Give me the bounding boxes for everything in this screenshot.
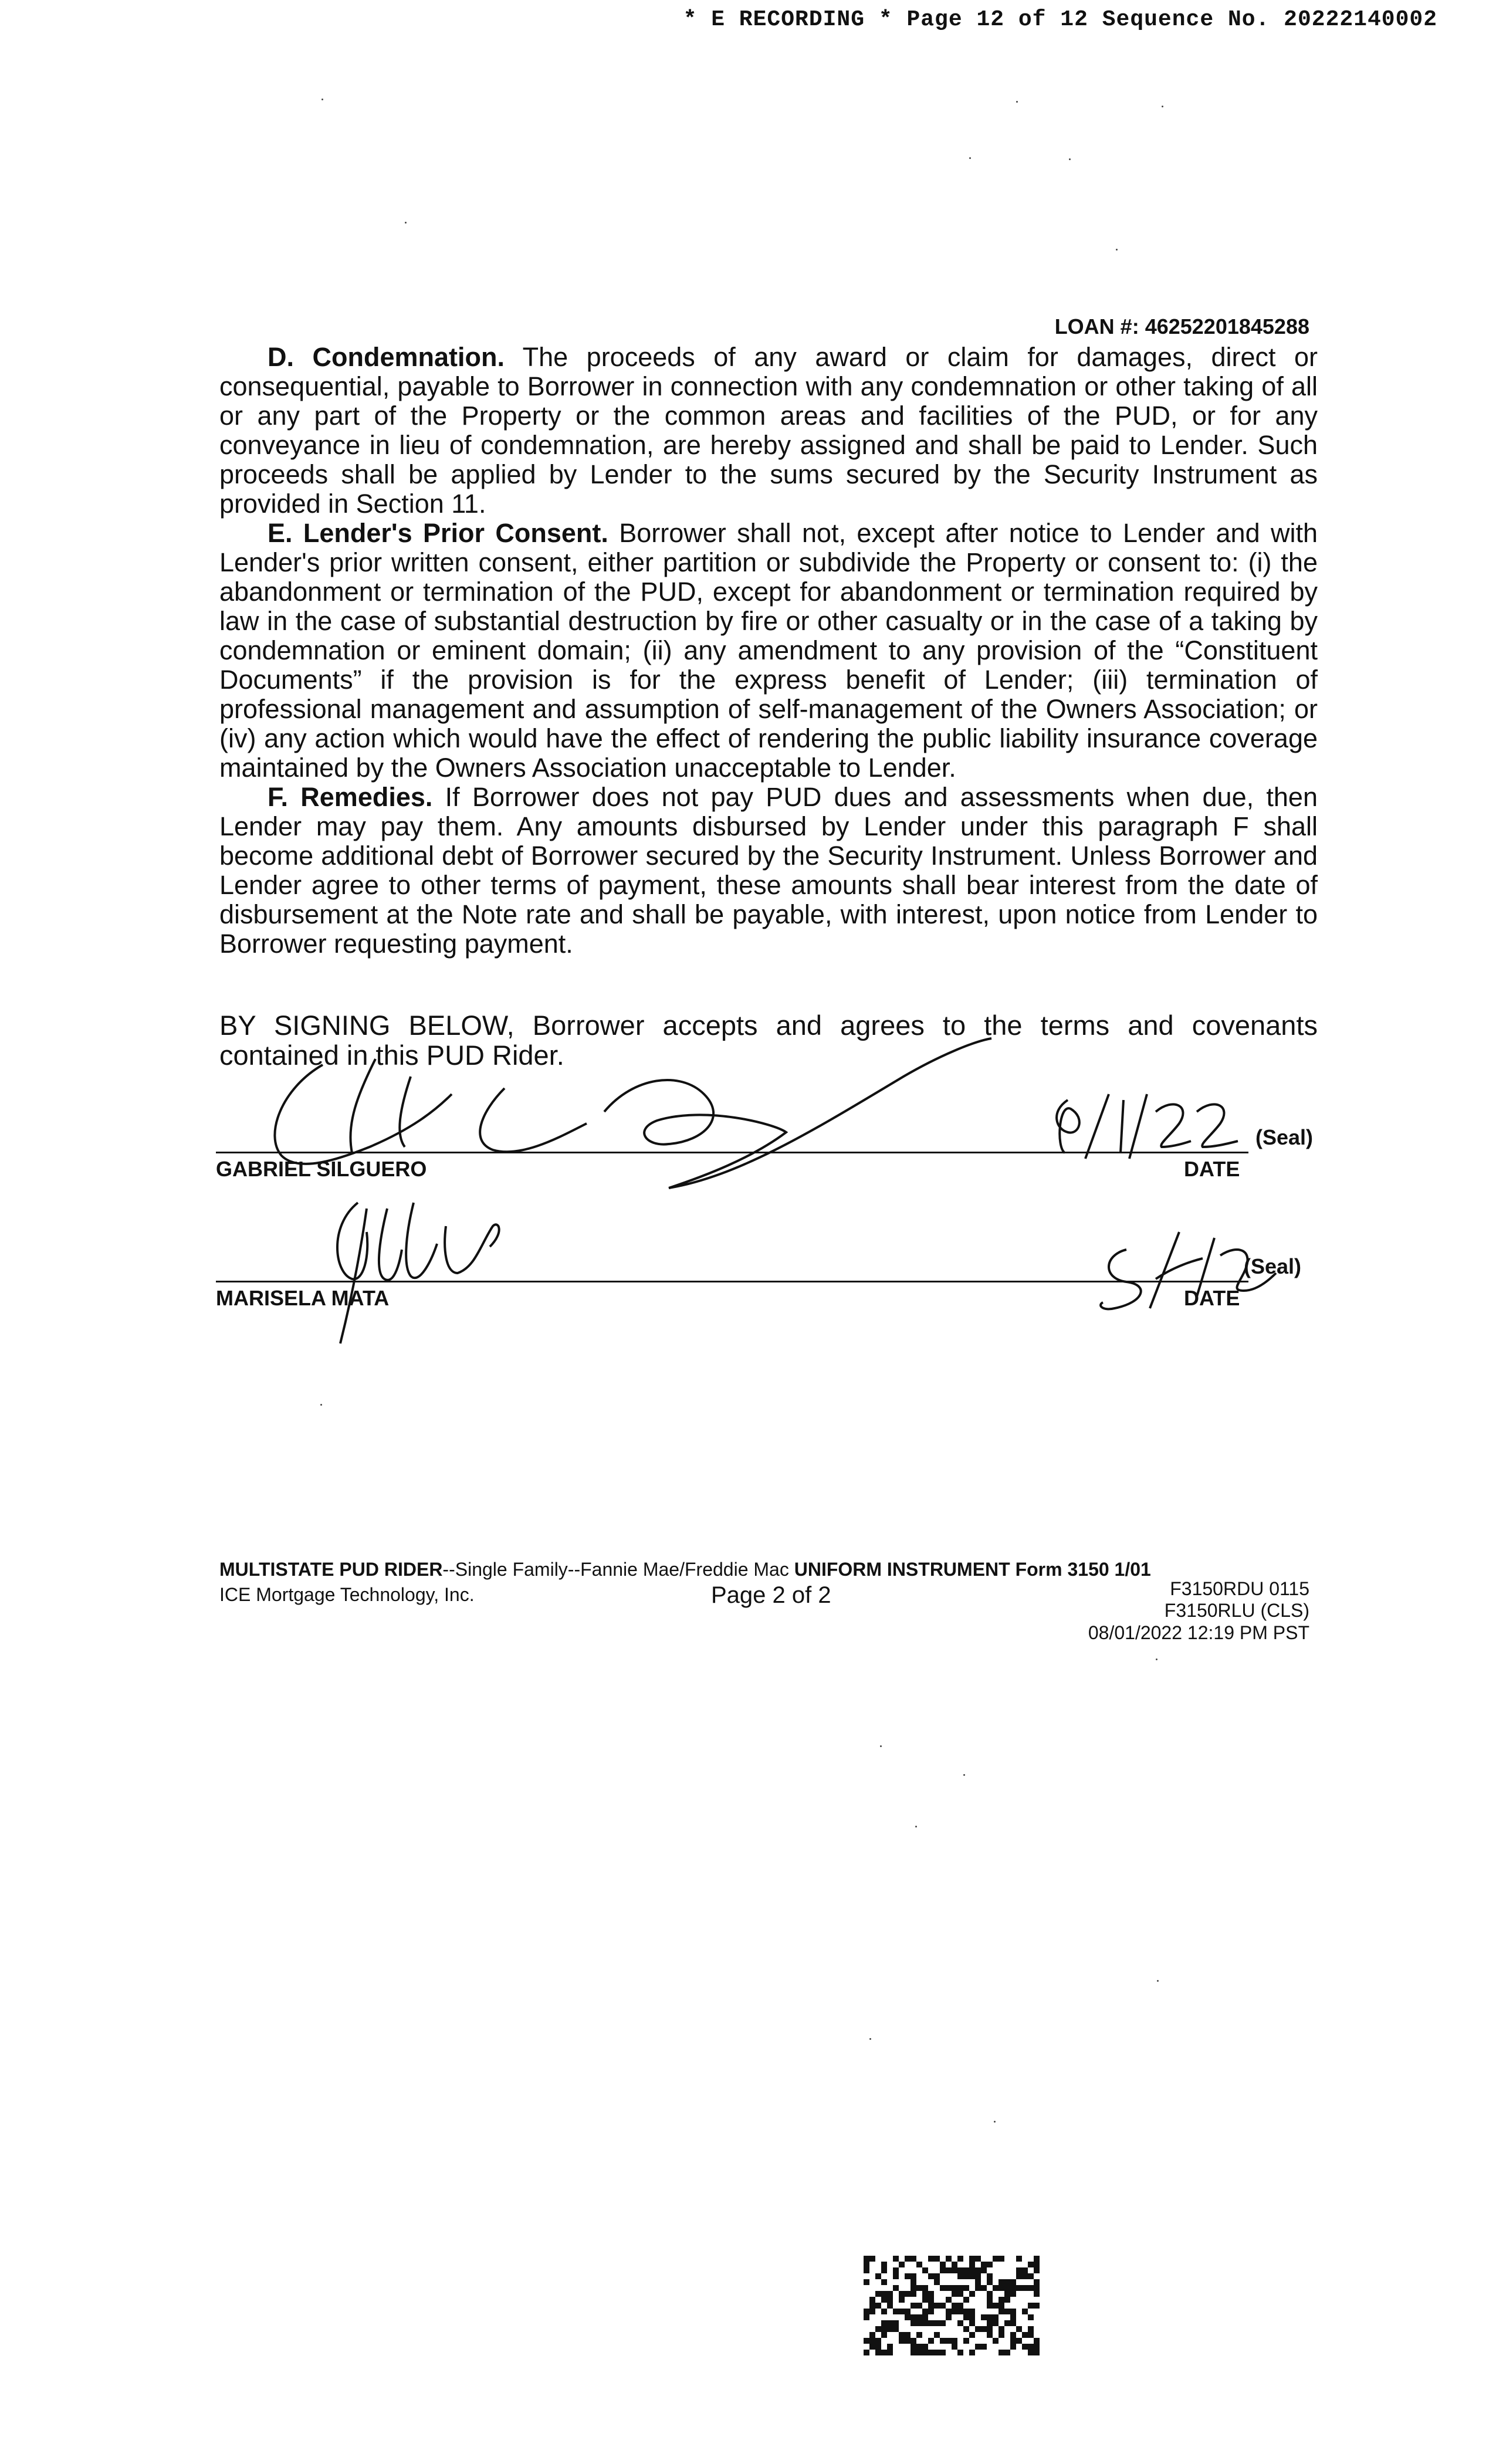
barcode-module [957, 2303, 963, 2309]
barcode-module [987, 2332, 993, 2338]
barcode-module [999, 2332, 1004, 2338]
barcode-module [922, 2344, 928, 2350]
barcode-module [869, 2303, 875, 2309]
barcode-module [887, 2291, 893, 2297]
barcode-module [969, 2350, 975, 2355]
section-remedies [219, 783, 1318, 959]
company-name: ICE Mortgage Technology, Inc. [219, 1584, 475, 1605]
barcode-module [928, 2338, 934, 2344]
seal-label-2: (Seal) [1244, 1254, 1302, 1278]
barcode-module [952, 2291, 957, 2297]
barcode-module [1010, 2338, 1016, 2344]
barcode-module [1016, 2256, 1022, 2262]
barcode-module [981, 2285, 987, 2291]
barcode-module [1010, 2285, 1016, 2291]
barcode-module [993, 2314, 999, 2320]
barcode-module [1034, 2267, 1040, 2273]
barcode-module [1028, 2314, 1034, 2320]
barcode-module [922, 2297, 928, 2303]
barcode-module [999, 2297, 1004, 2303]
barcode-module [1028, 2344, 1034, 2350]
barcode-module [864, 2256, 869, 2262]
barcode-module [887, 2344, 893, 2350]
scan-speck [994, 2121, 996, 2123]
barcode-module [934, 2303, 940, 2309]
signature-line-2 [216, 1281, 1248, 1282]
barcode-module [916, 2320, 922, 2326]
barcode-module [905, 2309, 911, 2314]
barcode-module [928, 2350, 934, 2355]
barcode-module [875, 2350, 881, 2355]
barcode-module [1004, 2279, 1010, 2285]
barcode-module [922, 2320, 928, 2326]
barcode-module [887, 2350, 893, 2355]
barcode-module [934, 2350, 940, 2355]
barcode-module [893, 2273, 899, 2279]
scan-speck [963, 1774, 965, 1776]
barcode-module [957, 2320, 963, 2326]
barcode-module [911, 2338, 916, 2344]
section-heading: D. Condemnation. [268, 342, 505, 372]
barcode-module [911, 2256, 916, 2262]
barcode-module [1028, 2350, 1034, 2355]
barcode-module [875, 2326, 881, 2332]
barcode-module [905, 2256, 911, 2262]
barcode-module [934, 2256, 940, 2262]
scan-speck [405, 222, 407, 224]
barcode-module [934, 2279, 940, 2285]
barcode-module [999, 2285, 1004, 2291]
barcode-module [1016, 2326, 1022, 2332]
barcode-module [957, 2309, 963, 2314]
barcode-module [869, 2344, 875, 2350]
barcode-module [946, 2309, 952, 2314]
barcode-module [1010, 2314, 1016, 2320]
barcode-module [969, 2256, 975, 2262]
barcode-module [975, 2267, 981, 2273]
barcode-module [946, 2297, 952, 2303]
signer-name-1: GABRIEL SILGUERO [216, 1157, 427, 1181]
barcode-module [957, 2291, 963, 2297]
barcode-module [875, 2338, 881, 2344]
barcode-module [975, 2344, 981, 2350]
barcode-module [963, 2267, 969, 2273]
barcode-module [899, 2309, 905, 2314]
barcode-module [940, 2262, 946, 2267]
barcode-module [928, 2309, 934, 2314]
barcode-module [893, 2320, 899, 2326]
form-title-bold: MULTISTATE PUD RIDER [219, 1559, 443, 1580]
barcode-module [1016, 2285, 1022, 2291]
barcode-module [875, 2303, 881, 2309]
section-text: The proceeds of any award or claim for damages, direct or consequential, payable to Borrower in connection with any condemnation or other taking of all or any part of the Property or the common areas and facilities of the PUD, or for any conveyance in lieu of condemnation, are hereby assigned and shall be paid to Lender. Such proceeds shall be applied by Lender to the sums secured by the Security Instrument as provided in Section 11. [219, 342, 1318, 519]
barcode-module [969, 2291, 975, 2297]
barcode-module [981, 2344, 987, 2350]
barcode-module [911, 2320, 916, 2326]
barcode-module [881, 2291, 887, 2297]
barcode-module [1004, 2297, 1010, 2303]
barcode-module [952, 2338, 957, 2344]
barcode-module [887, 2297, 893, 2303]
barcode-module [864, 2338, 869, 2344]
barcode-module [899, 2262, 905, 2267]
barcode-module [1010, 2291, 1016, 2297]
barcode-module [864, 2309, 869, 2314]
scan-speck [1162, 106, 1163, 107]
barcode-module [869, 2256, 875, 2262]
barcode-module [1028, 2326, 1034, 2332]
barcode-module [1004, 2350, 1010, 2355]
barcode-module [922, 2309, 928, 2314]
barcode-module [1034, 2262, 1040, 2267]
barcode-module [999, 2279, 1004, 2285]
barcode-module [928, 2273, 934, 2279]
barcode-module [875, 2291, 881, 2297]
barcode-module [969, 2332, 975, 2338]
barcode-module [869, 2309, 875, 2314]
barcode-module [881, 2297, 887, 2303]
barcode-module [1034, 2291, 1040, 2297]
barcode-module [905, 2273, 911, 2279]
barcode-module [1022, 2267, 1028, 2273]
barcode-module [911, 2273, 916, 2279]
section-condemnation [219, 343, 1318, 519]
barcode-module [887, 2303, 893, 2309]
barcode-module [987, 2262, 993, 2267]
scan-speck [969, 157, 971, 159]
barcode-module [911, 2314, 916, 2320]
barcode-module [1016, 2338, 1022, 2344]
barcode-module [1022, 2344, 1028, 2350]
barcode-module [887, 2326, 893, 2332]
barcode-module [899, 2291, 905, 2297]
scan-speck [880, 1745, 882, 1747]
section-heading: F. Remedies. [268, 782, 433, 812]
barcode-module [922, 2350, 928, 2355]
barcode-module [975, 2279, 981, 2285]
barcode-module [1004, 2291, 1010, 2297]
barcode-module [1010, 2332, 1016, 2338]
barcode-module [999, 2303, 1004, 2309]
barcode-module [957, 2267, 963, 2273]
section-heading: E. Lender's Prior Consent. [268, 518, 608, 548]
barcode-module [1016, 2267, 1022, 2273]
barcode-module [911, 2279, 916, 2285]
barcode-module [957, 2350, 963, 2355]
barcode-module [916, 2350, 922, 2355]
form-title-bold-2: UNIFORM INSTRUMENT Form 3150 1/01 [794, 1559, 1151, 1580]
barcode-module [957, 2285, 963, 2291]
page-number: Page 2 of 2 [711, 1582, 831, 1608]
barcode-module [940, 2350, 946, 2355]
barcode-module [969, 2262, 975, 2267]
barcode-module [893, 2256, 899, 2262]
barcode-module [916, 2285, 922, 2291]
barcode-module [893, 2267, 899, 2273]
form-code-1: F3150RDU 0115 [1170, 1578, 1309, 1599]
scan-speck [915, 1826, 917, 1827]
barcode-module [881, 2350, 887, 2355]
barcode-module [864, 2350, 869, 2355]
barcode-module [1004, 2285, 1010, 2291]
barcode-module [993, 2303, 999, 2309]
barcode-module [969, 2320, 975, 2326]
barcode-module [869, 2297, 875, 2303]
barcode-module [1016, 2273, 1022, 2279]
barcode-module [881, 2279, 887, 2285]
barcode-module [1028, 2273, 1034, 2279]
barcode-module [940, 2320, 946, 2326]
barcode-module [981, 2267, 987, 2273]
barcode-module [928, 2297, 934, 2303]
barcode-module [952, 2309, 957, 2314]
barcode-module [893, 2326, 899, 2332]
barcode-module [922, 2267, 928, 2273]
barcode-module [893, 2285, 899, 2291]
barcode-module [881, 2262, 887, 2267]
barcode-module [987, 2303, 993, 2309]
barcode-module [993, 2285, 999, 2291]
barcode-module [928, 2291, 934, 2297]
barcode-module [963, 2309, 969, 2314]
barcode-module [999, 2309, 1004, 2314]
barcode-module [993, 2256, 999, 2262]
barcode-module [899, 2332, 905, 2338]
barcode-module [1028, 2303, 1034, 2309]
barcode-module [881, 2309, 887, 2314]
barcode-module [881, 2267, 887, 2273]
date-label-2: DATE [1184, 1286, 1240, 1310]
barcode-module [993, 2338, 999, 2344]
barcode-module [952, 2344, 957, 2350]
scan-speck [1116, 249, 1118, 251]
barcode-module [881, 2320, 887, 2326]
barcode-module [952, 2303, 957, 2309]
date-label-1: DATE [1184, 1157, 1240, 1181]
barcode-module [1034, 2279, 1040, 2285]
barcode-module [864, 2279, 869, 2285]
scan-speck [869, 2038, 871, 2040]
barcode-module [963, 2285, 969, 2291]
form-title-rest: --Single Family--Fannie Mae/Freddie Mac [442, 1559, 794, 1580]
barcode-module [928, 2256, 934, 2262]
barcode-module [940, 2267, 946, 2273]
barcode-module [911, 2291, 916, 2297]
handwritten-signature-2 [305, 1191, 528, 1355]
barcode-module [975, 2326, 981, 2332]
barcode-module [946, 2338, 952, 2344]
barcode-module [916, 2262, 922, 2267]
barcode-module [946, 2285, 952, 2291]
barcode-module [1028, 2332, 1034, 2338]
barcode-module [934, 2273, 940, 2279]
barcode-module [987, 2326, 993, 2332]
barcode-module [993, 2320, 999, 2326]
section-text: If Borrower does not pay PUD dues and assessments when due, then Lender may pay them. Any amounts disbursed by Lender under this paragraph F shall become additional debt of Borrower secured by the Security Instrument. Unless Borrower and Lender agree to other terms of payment, these amounts shall bear interest from the date of disbursement at the Note rate and shall be payable, with interest, upon notice from Lender to Borrower requesting payment. [219, 782, 1318, 959]
barcode-module [934, 2332, 940, 2338]
barcode-module [911, 2344, 916, 2350]
barcode-module [928, 2320, 934, 2326]
scan-speck [320, 1404, 322, 1406]
barcode-module [864, 2314, 869, 2320]
barcode-module [1010, 2309, 1016, 2314]
barcode-module [1028, 2285, 1034, 2291]
barcode-module [987, 2291, 993, 2297]
barcode-module [940, 2338, 946, 2344]
barcode-module [1010, 2344, 1016, 2350]
form-title [219, 1559, 1322, 1580]
scan-speck [1016, 101, 1018, 103]
scan-speck [1069, 158, 1071, 160]
seal-label-1: (Seal) [1255, 1125, 1314, 1149]
barcode-module [946, 2267, 952, 2273]
barcode-module [875, 2344, 881, 2350]
barcode-module [916, 2344, 922, 2350]
barcode-module [1034, 2256, 1040, 2262]
barcode-module [905, 2332, 911, 2338]
barcode-module [981, 2262, 987, 2267]
barcode-module [1022, 2309, 1028, 2314]
barcode-module [864, 2262, 869, 2267]
barcode-module [999, 2256, 1004, 2262]
barcode-module [987, 2314, 993, 2320]
barcode-module [963, 2338, 969, 2344]
barcode-module [1022, 2285, 1028, 2291]
barcode-module [911, 2303, 916, 2309]
scan-speck [321, 99, 323, 100]
barcode-module [1022, 2332, 1028, 2338]
barcode-module [928, 2303, 934, 2309]
signing-intro: BY SIGNING BELOW, Borrower accepts and agrees to the terms and covenants contained in this PUD Rider. [219, 1010, 1318, 1071]
barcode-module [922, 2314, 928, 2320]
barcode-module [911, 2350, 916, 2355]
barcode-module [905, 2338, 911, 2344]
section-text: Borrower shall not, except after notice to Lender and with Lender's prior written consent, either partition or subdivide the Property or consent to: (i) the abandonment or termination of the PUD, except for abandonment or termination required by law in the case of substantial destruction by fire or other casualty or in the case of a taking by condemnation or eminent domain; (ii) any amendment to any provision of the “Constituent Documents” if the provision is for the express benefit of Lender; (iii) termination of professional management and assumption of self-management of the Owners Association; or (iv) any action which would have the effect of rendering the public liability insurance coverage maintained by the Owners Association unacceptable to Lender. [219, 518, 1318, 783]
barcode-module [963, 2297, 969, 2303]
barcode-module [957, 2273, 963, 2279]
barcode-module [963, 2314, 969, 2320]
barcode-module [969, 2267, 975, 2273]
barcode-module [899, 2297, 905, 2303]
barcode-module [1034, 2338, 1040, 2344]
signer-name-2: MARISELA MATA [216, 1286, 390, 1310]
barcode-module [975, 2256, 981, 2262]
barcode-module [922, 2291, 928, 2297]
barcode-module [916, 2314, 922, 2320]
barcode-module [881, 2332, 887, 2338]
barcode-module [975, 2273, 981, 2279]
barcode-module [963, 2273, 969, 2279]
barcode-module [952, 2285, 957, 2291]
barcode-module [969, 2314, 975, 2320]
barcode-module [922, 2285, 928, 2291]
scan-speck [1156, 1659, 1157, 1660]
signature-marisela-mata [305, 1191, 528, 1355]
barcode-module [1034, 2344, 1040, 2350]
barcode-module [940, 2285, 946, 2291]
barcode-module [957, 2256, 963, 2262]
barcode-module [969, 2273, 975, 2279]
timestamp: 08/01/2022 12:19 PM PST [1088, 1622, 1309, 1643]
signature-line-1 [216, 1152, 1248, 1153]
barcode-module [1004, 2309, 1010, 2314]
barcode-module [1010, 2279, 1016, 2285]
loan-number: LOAN #: 46252201845288 [1054, 314, 1309, 339]
barcode-module [1034, 2285, 1040, 2291]
barcode-module [869, 2332, 875, 2338]
barcode-module [905, 2314, 911, 2320]
barcode-module [952, 2267, 957, 2273]
barcode-module [946, 2314, 952, 2320]
barcode-module [911, 2285, 916, 2291]
barcode-module [887, 2320, 893, 2326]
barcode-module [864, 2267, 869, 2273]
barcode-module [946, 2256, 952, 2262]
form-code-2: F3150RLU (CLS) [1164, 1600, 1309, 1621]
barcode-2d [864, 2256, 1040, 2355]
barcode-module [963, 2326, 969, 2332]
barcode-module [952, 2262, 957, 2267]
barcode-module [899, 2338, 905, 2344]
barcode-module [999, 2326, 1004, 2332]
section-lender-consent [219, 519, 1318, 783]
barcode-module [940, 2303, 946, 2309]
barcode-module [987, 2320, 993, 2326]
barcode-module [1034, 2350, 1040, 2355]
barcode-module [869, 2338, 875, 2344]
rider-body [219, 343, 1318, 959]
barcode-module [875, 2273, 881, 2279]
barcode-module [981, 2326, 987, 2332]
recording-stamp: * E RECORDING * Page 12 of 12 Sequence No. 20222140002 [683, 7, 1437, 32]
barcode-module [999, 2350, 1004, 2355]
barcode-module [1004, 2320, 1010, 2326]
barcode-module [1022, 2273, 1028, 2279]
barcode-module [987, 2273, 993, 2279]
barcode-module [981, 2314, 987, 2320]
scan-speck [1157, 1980, 1159, 1982]
barcode-module [881, 2326, 887, 2332]
barcode-module [1010, 2320, 1016, 2326]
barcode-module [975, 2285, 981, 2291]
barcode-module [1034, 2303, 1040, 2309]
barcode-module [987, 2297, 993, 2303]
barcode-module [905, 2291, 911, 2297]
barcode-module [916, 2332, 922, 2338]
barcode-module [916, 2303, 922, 2309]
barcode-module [1028, 2262, 1034, 2267]
barcode-module [969, 2309, 975, 2314]
barcode-module [934, 2320, 940, 2326]
barcode-module [893, 2309, 899, 2314]
barcode-module [987, 2279, 993, 2285]
